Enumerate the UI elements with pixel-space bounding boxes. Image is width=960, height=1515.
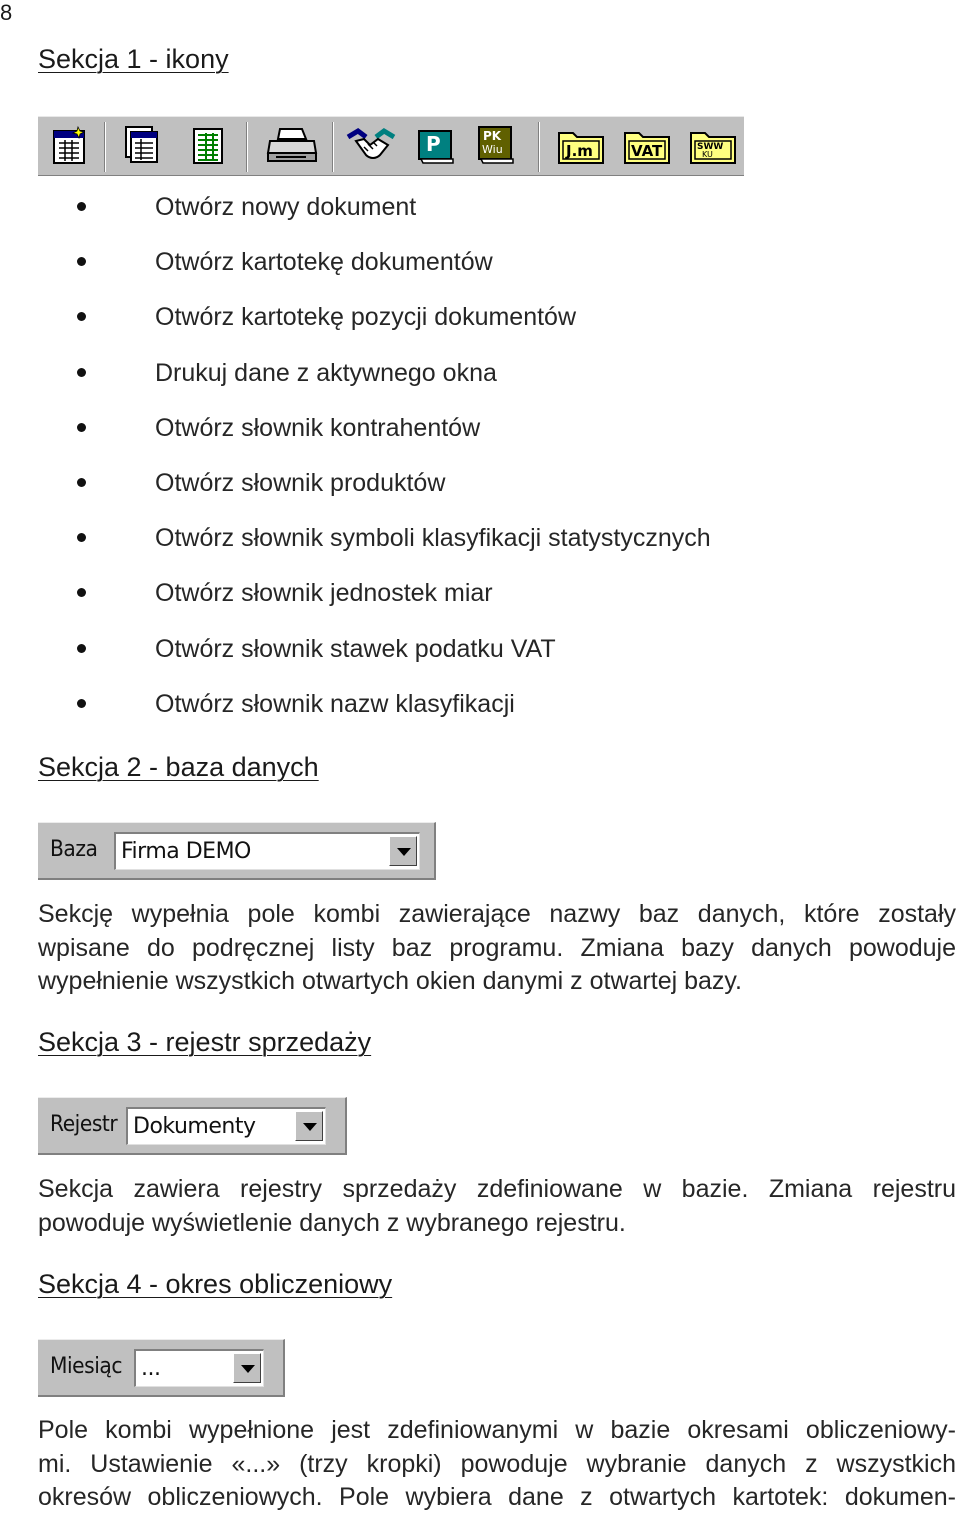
printer-icon[interactable] bbox=[266, 125, 320, 167]
svg-text:SWW: SWW bbox=[697, 142, 724, 152]
page-number: 8 bbox=[0, 0, 13, 25]
paragraph-line: Pole kombi wypełnione jest zdefiniowanymi w bazie okresami obliczeniowy- bbox=[38, 1416, 956, 1444]
list-item: Otwórz słownik kontrahentów bbox=[0, 407, 711, 462]
section-3-heading: Sekcja 3 - rejestr sprzedaży bbox=[38, 1027, 372, 1057]
chevron-down-icon[interactable] bbox=[389, 836, 417, 866]
list-item: Otwórz słownik produktów bbox=[0, 462, 711, 517]
documents-file-icon[interactable] bbox=[124, 125, 164, 167]
list-item: Otwórz kartotekę pozycji dokumentów bbox=[0, 296, 711, 351]
list-item: Otwórz słownik nazw klasyfikacji bbox=[0, 683, 711, 738]
products-icon[interactable] bbox=[416, 125, 456, 167]
paragraph-line: Sekcję wypełnia pole kombi zawierające nazwy baz danych, które zostały bbox=[38, 900, 956, 928]
paragraph-line: Sekcja zawiera rejestry sprzedaży zdefiniowane w bazie. Zmiana rejestru bbox=[38, 1175, 956, 1203]
paragraph-line: wpisane do podręcznej listy baz programu. Zmiana bazy danych powoduje bbox=[38, 933, 956, 962]
list-item: Otwórz nowy dokument bbox=[0, 186, 711, 241]
units-folder-icon[interactable] bbox=[556, 125, 606, 167]
section-4-heading: Sekcja 4 - okres obliczeniowy bbox=[38, 1269, 393, 1299]
svg-text:KU: KU bbox=[702, 150, 713, 159]
section-2-description bbox=[38, 898, 956, 999]
classification-symbols-icon[interactable] bbox=[476, 125, 516, 167]
handshake-icon[interactable] bbox=[346, 125, 396, 167]
chevron-down-icon[interactable] bbox=[295, 1111, 323, 1141]
database-combobox-value: Firma DEMO bbox=[121, 839, 251, 864]
paragraph-line: powoduje wyświetlenie danych z wybranego rejestru. bbox=[38, 1208, 626, 1237]
list-item: Otwórz kartotekę dokumentów bbox=[0, 241, 711, 296]
list-item: Otwórz słownik symboli klasyfikacji statystycznych bbox=[0, 517, 711, 572]
svg-text:PK: PK bbox=[483, 129, 502, 143]
svg-text:J.m: J.m bbox=[566, 142, 593, 160]
svg-text:VAT: VAT bbox=[631, 142, 663, 160]
section-3-description bbox=[38, 1173, 956, 1240]
products-icon-letter: P bbox=[426, 132, 441, 156]
chevron-down-icon[interactable] bbox=[233, 1353, 261, 1383]
classification-names-folder-icon[interactable] bbox=[688, 125, 738, 167]
icon-descriptions-list bbox=[0, 186, 711, 738]
toolbar bbox=[38, 116, 744, 176]
new-document-icon[interactable] bbox=[50, 125, 90, 167]
paragraph-line: mi. Ustawienie «...» (trzy kropki) powoduje wybranie danych z wszystkich bbox=[38, 1449, 956, 1478]
database-label: Baza bbox=[50, 837, 98, 862]
register-panel bbox=[38, 1097, 347, 1155]
period-panel bbox=[38, 1339, 285, 1397]
register-combobox-value: Dokumenty bbox=[133, 1114, 256, 1139]
database-combobox[interactable] bbox=[114, 832, 420, 870]
paragraph-line: wypełnienie wszystkich otwartych okien danymi z otwartej bazy. bbox=[38, 967, 742, 995]
document-items-file-icon[interactable] bbox=[188, 125, 228, 167]
section-1-heading: Sekcja 1 - ikony bbox=[38, 44, 229, 74]
list-item: Otwórz słownik stawek podatku VAT bbox=[0, 628, 711, 683]
period-combobox-value: ... bbox=[141, 1356, 161, 1381]
period-label: Miesiąc bbox=[50, 1354, 123, 1379]
section-2-heading: Sekcja 2 - baza danych bbox=[38, 752, 319, 782]
svg-text:Wiu: Wiu bbox=[482, 143, 503, 156]
paragraph-line: okresów obliczeniowych. Pole wybiera dane z otwartych kartotek: dokumen- bbox=[38, 1483, 956, 1511]
period-combobox[interactable] bbox=[134, 1349, 264, 1387]
list-item: Drukuj dane z aktywnego okna bbox=[0, 352, 711, 407]
list-item: Otwórz słownik jednostek miar bbox=[0, 572, 711, 627]
register-label: Rejestr bbox=[50, 1112, 118, 1137]
vat-folder-icon[interactable] bbox=[622, 125, 672, 167]
register-combobox[interactable] bbox=[126, 1107, 326, 1145]
database-panel bbox=[38, 822, 436, 880]
section-4-description bbox=[38, 1414, 956, 1515]
